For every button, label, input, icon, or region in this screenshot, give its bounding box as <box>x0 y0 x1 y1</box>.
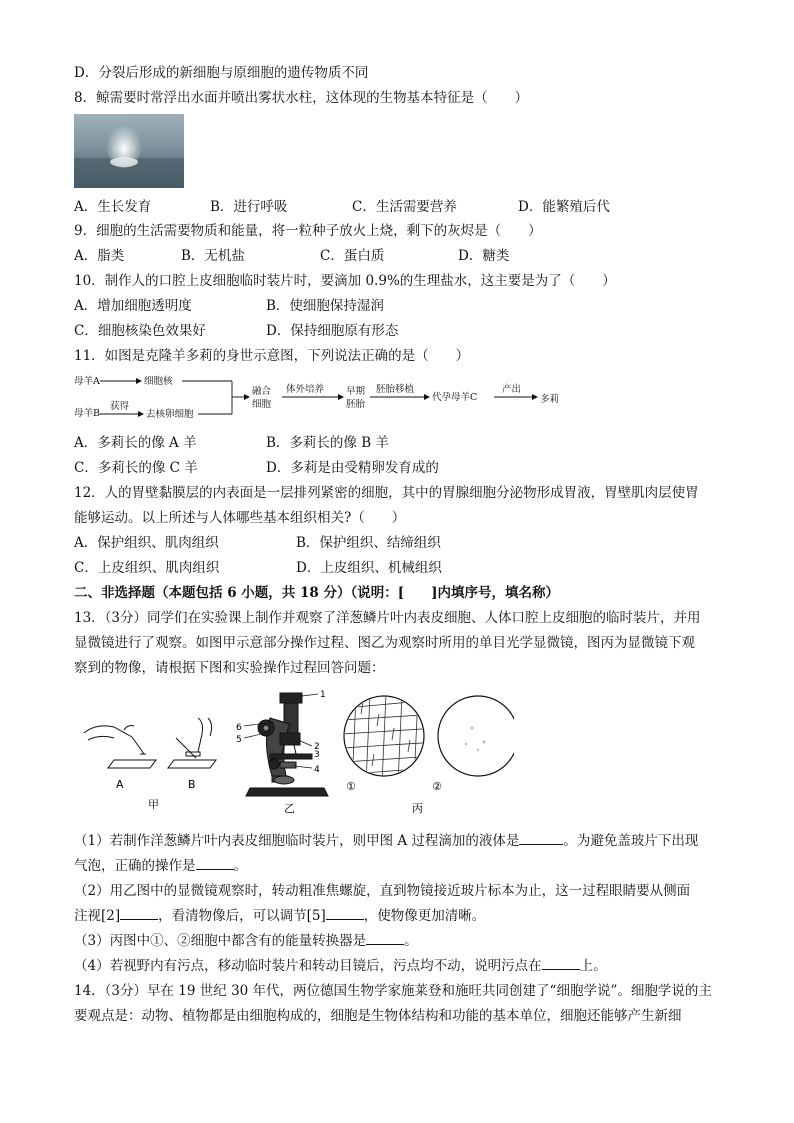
label-n6: 6 <box>236 723 242 733</box>
whale-spout-photo <box>74 114 184 188</box>
question-9: 9．细胞的生活需要物质和能量，将一粒种子放火上烧，剩下的灰烬是（ ） <box>74 223 542 239</box>
label-a: A <box>116 778 124 791</box>
q12-option-c[interactable]: C．上皮组织、肌肉组织 <box>74 560 220 576</box>
question-14-line2: 要观点是：动物、植物都是由细胞构成的，细胞是生物体结构和功能的基本单位，细胞还能够产生新细 <box>74 1008 682 1024</box>
q10-option-d[interactable]: D．保持细胞原有形态 <box>266 323 399 339</box>
onion-cells-view <box>342 694 438 786</box>
q13-sub2-line2: 注视[2] ，看清物像后，可以调节[5] ，使物像更加清晰。 <box>74 908 486 924</box>
answer-blank-1[interactable] <box>519 832 563 845</box>
flow-embryo: 胚胎 <box>346 399 366 410</box>
label-n1: 1 <box>320 690 326 700</box>
label-b: B <box>188 778 196 791</box>
experiment-figure <box>74 688 514 818</box>
label-n4: 4 <box>314 765 320 775</box>
question-10: 10．制作人的口腔上皮细胞临时装片时，要滴加 0.9%的生理盐水，这主要是为了（ ） <box>74 273 616 289</box>
q9-option-a[interactable]: A．脂类 <box>74 248 125 264</box>
q9-option-c[interactable]: C．蛋白质 <box>320 248 385 264</box>
label-n5: 5 <box>236 735 242 745</box>
q11-option-a[interactable]: A．多莉长的像 A 羊 <box>74 435 197 451</box>
label-jia: 甲 <box>148 798 159 811</box>
option-d-prev: D．分裂后形成的新细胞与原细胞的遗传物质不同 <box>74 65 369 81</box>
q12-option-d[interactable]: D．上皮组织、机械组织 <box>296 560 442 576</box>
flow-transfer: 胚胎移植 <box>376 384 415 395</box>
cheek-cells-view <box>438 696 514 776</box>
label-n2: 2 <box>314 742 320 752</box>
flow-cell: 细胞 <box>252 399 272 410</box>
flow-surrogate: 代孕母羊C <box>432 392 478 403</box>
q11-option-c[interactable]: C．多莉长的像 C 羊 <box>74 460 198 476</box>
flow-dolly: 多莉 <box>540 394 560 405</box>
q10-option-b[interactable]: B．使细胞保持湿润 <box>266 298 384 314</box>
flow-fuse: 融合 <box>252 386 272 397</box>
q11-option-b[interactable]: B．多莉长的像 B 羊 <box>266 435 389 451</box>
section-2-heading: 二、非选择题（本题包括 6 小题，共 18 分）（说明：[ ]内填序号，填名称） <box>74 585 560 601</box>
q9-option-d[interactable]: D．糖类 <box>458 248 510 264</box>
q9-option-b[interactable]: B．无机盐 <box>181 248 245 264</box>
flow-nucleus: 细胞核 <box>144 376 173 387</box>
flow-early: 早期 <box>346 386 366 397</box>
q12-option-a[interactable]: A．保护组织、肌肉组织 <box>74 535 219 551</box>
q13-sub2-line1: （2）用乙图中的显微镜观察时，转动粗准焦螺旋，直到物镜接近玻片标本为止，这一过程眼睛要从侧面 <box>74 883 691 899</box>
q13-sub1-line1: （1）若制作洋葱鳞片叶内表皮细胞临时装片，则甲图 A 过程滴加的液体是 。为避免盖玻片下出现 <box>74 833 699 849</box>
flow-enucleated-egg: 去核卵细胞 <box>146 409 194 420</box>
flow-ewe-b: 母羊B <box>74 408 100 419</box>
answer-blank-5[interactable] <box>366 932 404 945</box>
q10-option-a[interactable]: A．增加细胞透明度 <box>74 298 192 314</box>
flow-culture: 体外培养 <box>286 384 325 395</box>
question-12-line2: 能够运动。以上所述与人体哪些基本组织相关?（ ） <box>74 510 406 526</box>
label-circle-1: ① <box>346 780 356 793</box>
step-a-drawing <box>84 726 156 769</box>
question-13-line1: 13．（3分）同学们在实验课上制作并观察了洋葱鳞片叶内表皮细胞、人体口腔上皮细胞的临时装片，并用 <box>74 610 701 626</box>
answer-blank-2[interactable] <box>196 857 234 870</box>
q11-option-d[interactable]: D．多莉是由受精卵发育成的 <box>266 460 439 476</box>
q8-option-a[interactable]: A．生长发育 <box>74 199 152 215</box>
q8-option-c[interactable]: C．生活需要营养 <box>352 199 457 215</box>
q13-sub3: （3）丙图中①、②细胞中都含有的能量转换器是 。 <box>74 933 418 949</box>
question-13-line3: 察到的物像，请根据下图和实验操作过程回答问题： <box>74 660 385 676</box>
answer-blank-6[interactable] <box>542 957 580 970</box>
q8-option-d[interactable]: D．能繁殖后代 <box>518 199 610 215</box>
q13-sub1-line2: 气泡，正确的操作是 。 <box>74 858 247 874</box>
label-n3: 3 <box>314 750 320 760</box>
question-11: 11．如图是克隆羊多莉的身世示意图，下列说法正确的是（ ） <box>74 348 470 364</box>
step-b-drawing <box>168 718 216 768</box>
answer-blank-4[interactable] <box>326 907 364 920</box>
clone-flow-diagram <box>74 368 574 426</box>
answer-blank-3[interactable] <box>120 907 158 920</box>
q13-sub4: （4）若视野内有污点，移动临时装片和转动目镜后，污点均不动，说明污点在 上。 <box>74 958 607 974</box>
flow-obtain: 获得 <box>110 401 130 412</box>
label-bing: 丙 <box>412 802 423 815</box>
q12-option-b[interactable]: B．保护组织、结缔组织 <box>296 535 441 551</box>
label-circle-2: ② <box>432 780 442 793</box>
q8-option-b[interactable]: B．进行呼吸 <box>210 199 288 215</box>
flow-produce: 产出 <box>502 384 522 395</box>
q10-option-c[interactable]: C．细胞核染色效果好 <box>74 323 206 339</box>
label-yi: 乙 <box>284 802 295 815</box>
question-13-line2: 显微镜进行了观察。如图甲示意部分操作过程、图乙为观察时所用的单目光学显微镜，图丙为显微镜下观 <box>74 635 695 651</box>
question-14-line1: 14．（3分）早在 19 世纪 30 年代，两位德国生物学家施莱登和施旺共同创建了“细胞学说”。细胞学说的主 <box>74 983 712 999</box>
question-8: 8．鲸需要时常浮出水面并喷出雾状水柱，这体现的生物基本特征是（ ） <box>74 90 529 106</box>
question-12-line1: 12．人的胃壁黏膜层的内表面是一层排列紧密的细胞，其中的胃腺细胞分泌物形成胃液，胃壁肌肉层使胃 <box>74 485 699 501</box>
flow-ewe-a: 母羊A <box>74 376 100 387</box>
